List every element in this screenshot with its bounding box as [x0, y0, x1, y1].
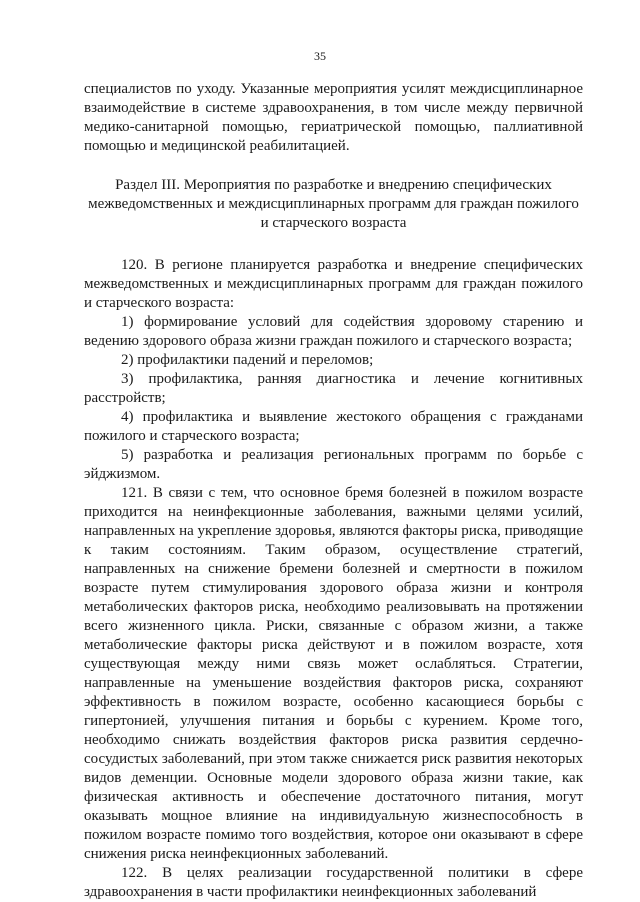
list-item-1: 1) формирование условий для содействия здоровому старению и ведению здорового образа жизни граждан пожилого и старческого возраста; — [84, 314, 583, 349]
document-body — [84, 80, 583, 902]
continuation-paragraph: специалистов по уходу. Указанные мероприятия усилят междисциплинарное взаимодействие в системе здравоохранения, в том числе между первичной медико-санитарной помощью, гериатрической помощью, паллиативной помощью и медицинской реабилитацией. — [84, 81, 583, 154]
list-item-3: 3) профилактика, ранняя диагностика и лечение когнитивных расстройств; — [84, 371, 583, 406]
paragraph-120: 120. В регионе планируется разработка и внедрение специфических межведомственных и междисциплинарных программ для граждан пожилого и старческого возраста: — [84, 257, 583, 311]
paragraph-121: 121. В связи с тем, что основное бремя болезней в пожилом возрасте приходится на неинфекционные заболевания, важными целями усилий, направленных на укрепление здоровья, являются факторы риска, приводящие к таким состояниям. Таким образом, осуществление стратегий, направленных на снижение бремени болезней и смертности в пожилом возрасте путем стимулирования здорового образа жизни и контроля метаболических факторов риска, необходимо реализовывать на протяжении всего жизненного цикла. Риски, связанные с образом жизни, а также метаболические факторы риска действуют и в пожилом возрасте, хотя существующая между ними связь может ослабляться. Стратегии, направленные на уменьшение воздействия факторов риска, сохраняют эффективность в пожилом возрасте, особенно касающиеся борьбы с гипертонией, улучшения питания и борьбы с курением. Кроме того, необходимо снижать воздействия факторов риска развития сердечно-сосудистых заболеваний, при этом также снижается риск развития некоторых видов деменции. Основные модели здорового образа жизни такие, как физическая активность и обеспечение достаточного питания, могут оказывать мощное влияние на индивидуальную жизнеспособность в пожилом возрасте помимо того воздействия, которое они оказывают в сфере снижения риска неинфекционных заболеваний. — [84, 485, 583, 862]
section-heading: Раздел III. Мероприятия по разработке и внедрению специфических межведомственных и междисциплинарных программ для граждан пожилого и старческого возраста — [88, 177, 579, 231]
paragraph-122: 122. В целях реализации государственной политики в сфере здравоохранения в части профилактики неинфекционных заболеваний — [84, 865, 583, 900]
list-item-2: 2) профилактики падений и переломов; — [121, 352, 374, 368]
page-number: 35 — [314, 49, 326, 63]
list-item-4: 4) профилактика и выявление жестокого обращения с гражданами пожилого и старческого возраста; — [84, 409, 583, 444]
list-item-5: 5) разработка и реализация региональных программ по борьбе с эйджизмом. — [84, 447, 583, 482]
